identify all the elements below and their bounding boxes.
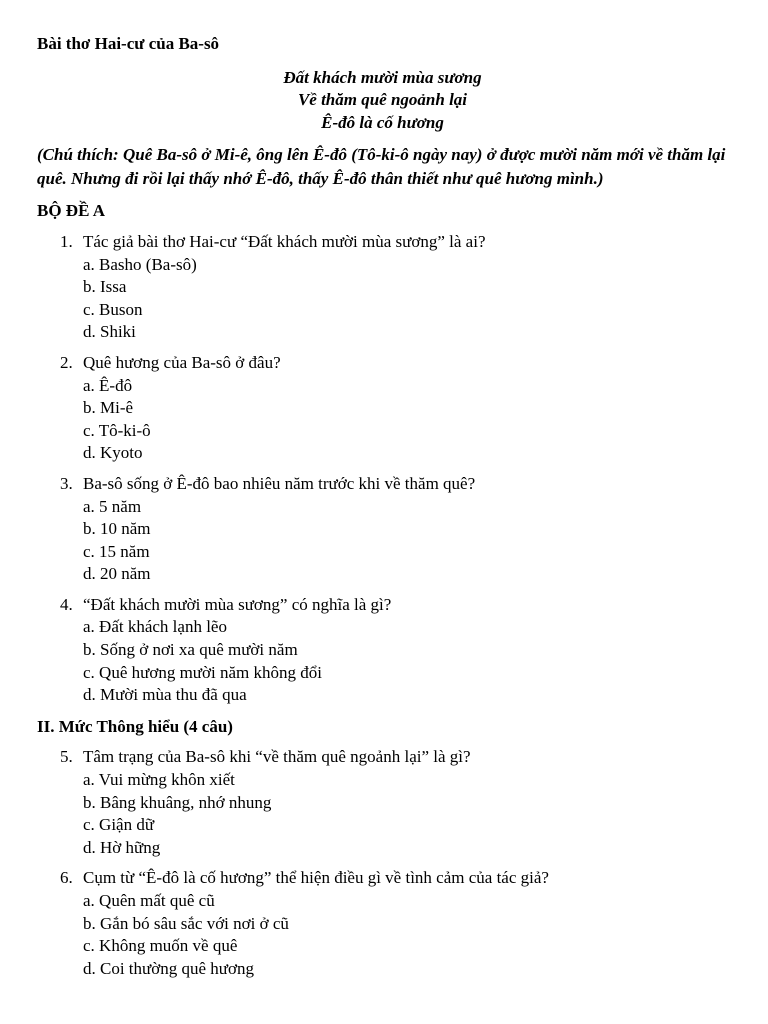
option-list [60,375,728,465]
poem-note: (Chú thích: Quê Ba-sô ở Mi-ê, ông lên Ê-đô (Tô-ki-ô ngày nay) ở được mười năm mới về thăm lại quê. Nhưng đi rồi lại thấy nhớ Ê-đô, thấy Ê-đô thân thiết như quê hương mình.) [37,145,726,189]
option-item: a. Quên mất quê cũ [83,891,215,910]
option-item: c. Buson [83,299,143,319]
option-item: b. Bâng khuâng, nhớ nhung [83,792,272,812]
option-item: b. Mi-ê [83,398,134,418]
question-text: Ba-sô sống ở Ê-đô bao nhiêu năm trước khi về thăm quê? [83,473,476,493]
question-list-part1 [37,231,728,707]
poem-line: Ê-đô là cố hương [321,112,444,132]
question-number: 1. [60,231,73,251]
question-text: Tác giả bài thơ Hai-cư “Đất khách mười mùa sương” là ai? [83,231,486,251]
option-item: b. Issa [83,277,127,297]
question-number: 2. [60,352,73,372]
option-item: c. Quê hương mười năm không đổi [83,662,322,682]
question-item [37,867,728,980]
option-item: d. Kyoto [83,443,143,463]
option-item: a. Vui mừng khôn xiết [83,770,235,790]
option-item: b. Sống ở nơi xa quê mười năm [83,640,298,660]
option-item: d. Shiki [83,322,136,342]
option-item: d. Mười mùa thu đã qua [83,685,247,705]
option-item: d. 20 năm [83,564,151,584]
question-text: Quê hương của Ba-sô ở đâu? [83,352,281,372]
option-item: a. Đất khách lạnh lẽo [83,617,227,637]
option-item: b. 10 năm [83,519,151,539]
option-item: c. 15 năm [83,541,150,561]
section-heading-a: BỘ ĐỀ A [37,201,106,221]
question-item [37,352,728,465]
document-title: Bài thơ Hai-cư của Ba-sô [37,34,220,53]
question-item [37,473,728,586]
option-item: b. Gắn bó sâu sắc với nơi ở cũ [83,913,289,933]
question-list-part2 [37,746,728,980]
poem-block [37,67,728,135]
question-text: “Đất khách mười mùa sương” có nghĩa là gì? [83,594,392,614]
option-list [60,890,728,980]
question-item [37,746,728,859]
section-heading-ii: II. Mức Thông hiểu (4 câu) [37,716,233,736]
poem-line: Đất khách mười mùa sương [283,67,482,87]
question-number: 6. [60,868,73,888]
question-number: 5. [60,747,73,767]
option-item: a. Basho (Ba-sô) [83,254,197,274]
poem-line: Về thăm quê ngoảnh lại [297,90,468,110]
question-number: 3. [60,473,73,493]
question-item [37,231,728,344]
option-list [60,496,728,586]
option-item: c. Tô-ki-ô [83,420,151,440]
option-item: c. Giận dữ [83,815,155,835]
option-item: a. 5 năm [83,496,142,516]
question-text: Cụm từ “Ê-đô là cố hương” thể hiện điều gì về tình cảm của tác giả? [83,868,549,888]
option-item: d. Coi thường quê hương [83,958,254,978]
option-item: d. Hờ hững [83,837,161,857]
option-list [60,254,728,344]
option-item: a. Ê-đô [83,375,133,395]
option-list [60,616,728,706]
question-item [37,594,728,707]
question-text: Tâm trạng của Ba-sô khi “về thăm quê ngoảnh lại” là gì? [83,747,471,767]
option-list [60,769,728,859]
question-number: 4. [60,594,73,614]
option-item: c. Không muốn về quê [83,936,238,956]
